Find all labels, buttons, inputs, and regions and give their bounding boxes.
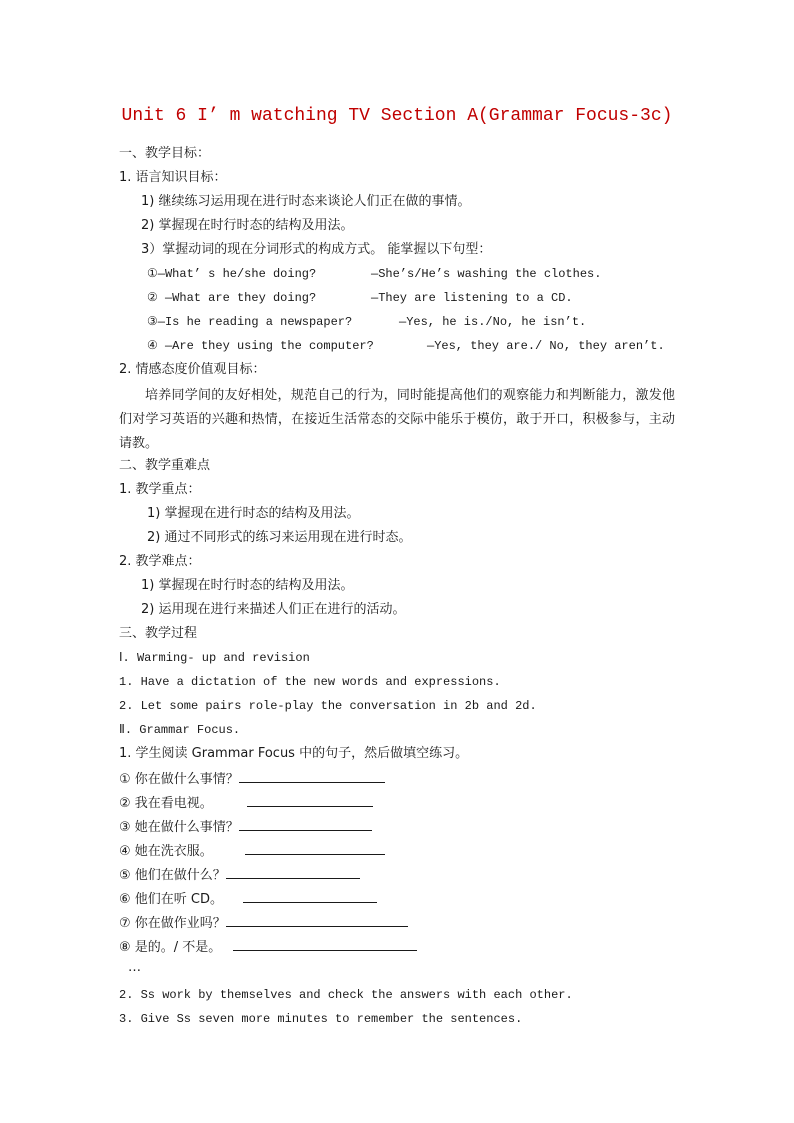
grammar-item-3: 3. Give Ss seven more minutes to remember the sentences.	[119, 1012, 523, 1026]
subheading-language-goals: 1. 语言知识目标：	[119, 170, 227, 185]
answer-blank	[226, 914, 408, 927]
fill-prompt: ⑧ 是的。/ 不是。	[119, 940, 222, 955]
grammar-item-2: 2. Ss work by themselves and check the answers with each other.	[119, 988, 573, 1002]
goal-item-1: 1) 继续练习运用现在进行时态来谈论人们正在做的事情。	[141, 194, 471, 209]
subheading-difficulty: 2. 教学难点：	[119, 554, 201, 569]
fill-prompt: ⑦ 你在做作业吗？	[119, 916, 226, 931]
example-question-4: ④ —Are they using the computer?	[147, 339, 374, 353]
fill-item	[119, 818, 372, 836]
step-grammar-focus: Ⅱ. Grammar Focus.	[119, 723, 241, 737]
example-answer-4: —Yes, they are./ No, they aren’t.	[427, 339, 665, 353]
warming-item-1: 1. Have a dictation of the new words and expressions.	[119, 675, 501, 689]
focus-item-2: 2) 通过不同形式的练习来运用现在进行时态。	[147, 530, 412, 545]
example-question-3: ③—Is he reading a newspaper?	[147, 315, 353, 329]
fill-prompt: ③ 她在做什么事情？	[119, 820, 239, 835]
example-answer-2: —They are listening to a CD.	[371, 291, 573, 305]
heading-process: 三、教学过程	[119, 626, 198, 641]
fill-prompt: ⑤ 他们在做什么？	[119, 868, 226, 883]
example-answer-3: —Yes, he is./No, he isn’t.	[399, 315, 587, 329]
heading-key-points: 二、教学重难点	[119, 458, 211, 473]
answer-blank	[247, 794, 373, 807]
answer-blank	[243, 890, 377, 903]
warming-item-2: 2. Let some pairs role-play the conversation in 2b and 2d.	[119, 699, 537, 713]
heading-objectives: 一、教学目标：	[119, 146, 211, 161]
answer-blank	[239, 770, 385, 783]
difficulty-item-2: 2) 运用现在进行来描述人们正在进行的活动。	[141, 602, 406, 617]
fill-prompt: ② 我在看电视。	[119, 796, 213, 811]
difficulty-item-1: 1) 掌握现在时行时态的结构及用法。	[141, 578, 354, 593]
focus-item-1: 1) 掌握现在进行时态的结构及用法。	[147, 506, 360, 521]
answer-blank	[239, 818, 372, 831]
example-question-2: ② —What are they doing?	[147, 291, 317, 305]
fill-prompt: ⑥ 他们在听 CD。	[119, 892, 224, 907]
example-answer-1: —She’s/He’s washing the clothes.	[371, 267, 602, 281]
subheading-emotional-goals: 2. 情感态度价值观目标：	[119, 362, 266, 377]
emotional-goals-paragraph: 培养同学间的友好相处，规范自己的行为，同时能提高他们的观察能力和判断能力，激发他们对学习英语的兴趣和热情，在接近生活常态的交际中能乐于模仿，敢于开口，积极参与，主动请教。	[119, 388, 675, 451]
subheading-focus: 1. 教学重点：	[119, 482, 201, 497]
goal-item-2: 2) 掌握现在时行时态的结构及用法。	[141, 218, 354, 233]
fill-prompt: ④ 她在洗衣服。	[119, 844, 213, 859]
fill-item	[119, 938, 417, 956]
fill-item	[119, 890, 377, 908]
grammar-item-1: 1. 学生阅读 Grammar Focus 中的句子，然后做填空练习。	[119, 746, 469, 761]
fill-item	[119, 770, 385, 788]
fill-item	[119, 794, 373, 812]
answer-blank	[233, 938, 417, 951]
answer-blank	[245, 842, 385, 855]
document-title: Unit 6 I’ m watching TV Section A(Grammar Focus-3c)	[121, 106, 673, 126]
example-question-1: ①—What’ s he/she doing?	[147, 267, 317, 281]
answer-blank	[226, 866, 360, 879]
fill-item	[119, 842, 385, 860]
fill-item	[119, 914, 408, 932]
ellipsis: …	[128, 960, 141, 975]
fill-item	[119, 866, 360, 884]
step-warming-up: Ⅰ. Warming- up and revision	[119, 651, 310, 665]
goal-item-3: 3）掌握动词的现在分词形式的构成方式。 能掌握以下句型：	[141, 242, 492, 257]
fill-prompt: ① 你在做什么事情？	[119, 772, 239, 787]
